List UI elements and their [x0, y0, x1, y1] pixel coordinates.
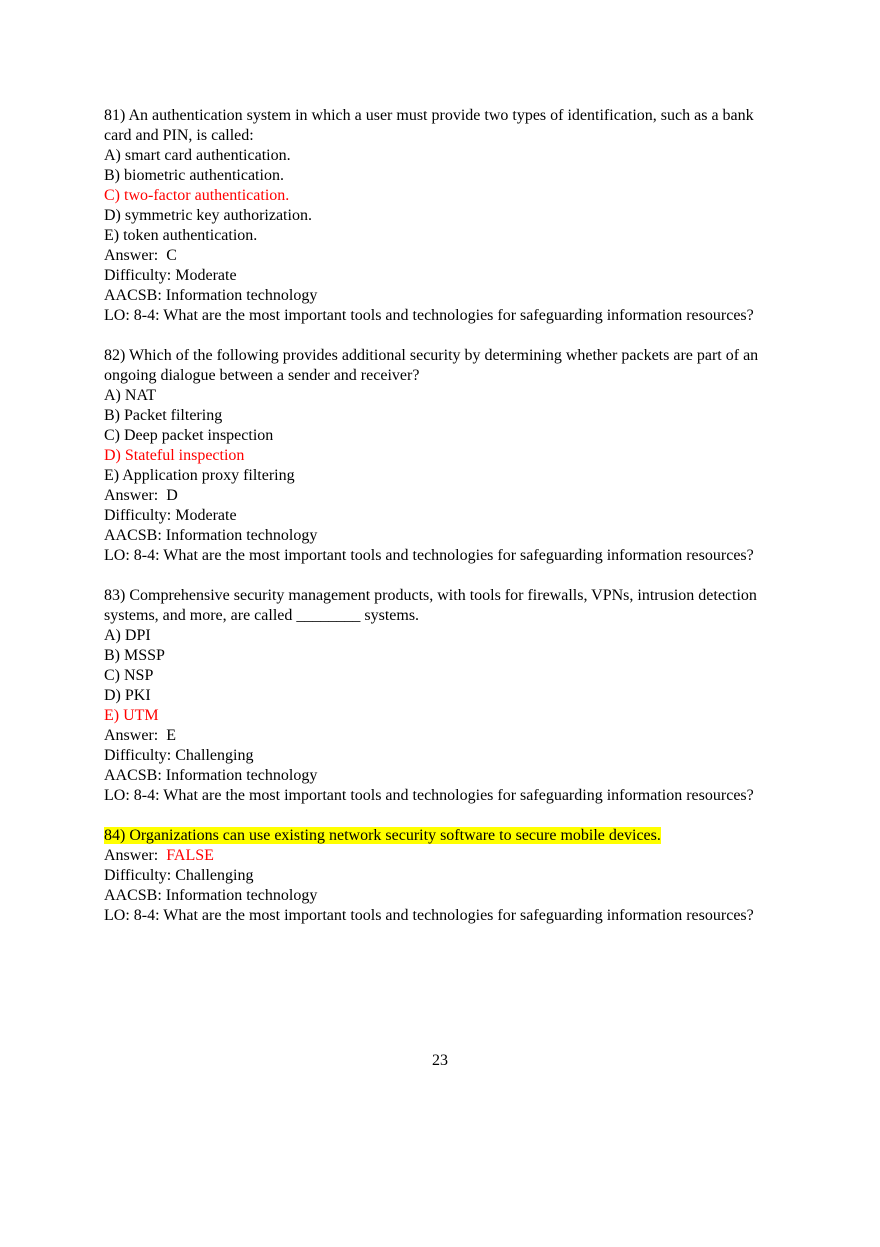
option-d: D) symmetric key authorization.	[104, 207, 312, 224]
option-a: A) smart card authentication.	[104, 147, 291, 164]
question-stem: 82) Which of the following provides additional security by determining whether packets are part of an ongoing dialogue between a sender and receiver?	[104, 347, 759, 384]
question-stem: 81) An authentication system in which a user must provide two types of identification, such as a bank card and PIN, is called:	[104, 107, 754, 144]
option-a: A) DPI	[104, 627, 151, 644]
answer-label: Answer:	[104, 847, 159, 864]
option-e: E) token authentication.	[104, 227, 258, 244]
answer-value: E	[166, 727, 176, 744]
option-d: D) PKI	[104, 687, 151, 704]
difficulty: Difficulty: Challenging	[104, 747, 254, 764]
option-c-correct: C) two-factor authentication.	[104, 187, 290, 204]
answer-line	[104, 726, 784, 746]
question-stem-line	[104, 826, 784, 846]
question-81	[104, 106, 784, 326]
difficulty: Difficulty: Challenging	[104, 867, 254, 884]
answer-label: Answer:	[104, 247, 159, 264]
option-e: E) Application proxy filtering	[104, 467, 295, 484]
answer-value: D	[166, 487, 178, 504]
question-83	[104, 586, 784, 806]
question-82	[104, 346, 784, 566]
learning-objective: LO: 8-4: What are the most important tools and technologies for safeguarding information resources?	[104, 787, 754, 804]
learning-objective: LO: 8-4: What are the most important tools and technologies for safeguarding information resources?	[104, 907, 754, 924]
answer-label: Answer:	[104, 487, 159, 504]
answer-line	[104, 846, 784, 866]
option-b: B) MSSP	[104, 647, 165, 664]
answer-line	[104, 246, 784, 266]
option-b: B) biometric authentication.	[104, 167, 284, 184]
option-c: C) NSP	[104, 667, 154, 684]
aacsb: AACSB: Information technology	[104, 287, 318, 304]
aacsb: AACSB: Information technology	[104, 887, 318, 904]
answer-value-correct: FALSE	[166, 847, 214, 864]
answer-label: Answer:	[104, 727, 159, 744]
document-body	[104, 106, 784, 946]
difficulty: Difficulty: Moderate	[104, 267, 237, 284]
question-84	[104, 826, 784, 926]
learning-objective: LO: 8-4: What are the most important tools and technologies for safeguarding information resources?	[104, 307, 754, 324]
highlighted-question-stem: 84) Organizations can use existing network security software to secure mobile devices.	[104, 827, 661, 844]
option-b: B) Packet filtering	[104, 407, 223, 424]
question-stem: 83) Comprehensive security management products, with tools for firewalls, VPNs, intrusion detection systems, and more, are called ________ systems.	[104, 587, 757, 624]
page-number: 23	[432, 1052, 448, 1069]
learning-objective: LO: 8-4: What are the most important tools and technologies for safeguarding information resources?	[104, 547, 754, 564]
aacsb: AACSB: Information technology	[104, 767, 318, 784]
option-e-correct: E) UTM	[104, 707, 159, 724]
option-c: C) Deep packet inspection	[104, 427, 274, 444]
aacsb: AACSB: Information technology	[104, 527, 318, 544]
answer-line	[104, 486, 784, 506]
difficulty: Difficulty: Moderate	[104, 507, 237, 524]
option-d-correct: D) Stateful inspection	[104, 447, 245, 464]
answer-value: C	[166, 247, 177, 264]
option-a: A) NAT	[104, 387, 156, 404]
